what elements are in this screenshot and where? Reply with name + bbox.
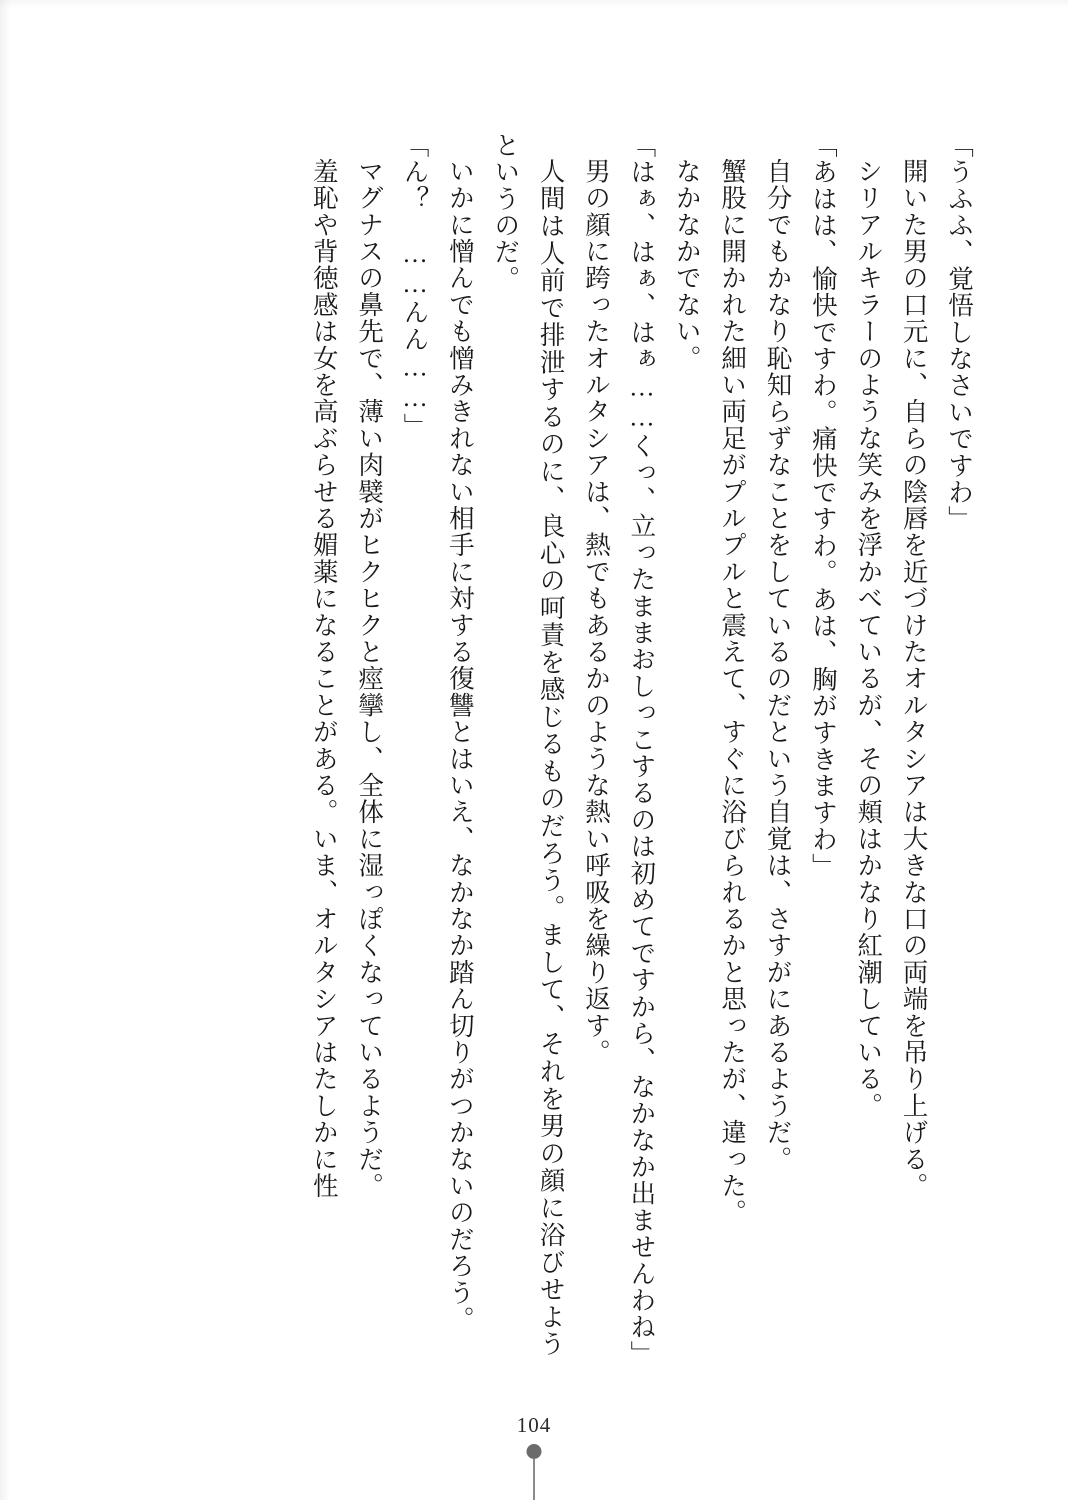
paragraph: 「はぁ、はぁ、はぁ……くっ、立ったままおしっこするのは初めてですから、なかなか出ませんわね」 [627, 132, 657, 1368]
paragraph: シリアルキラーのような笑みを浮かべているが、その頬はかなり紅潮している。 [854, 157, 884, 1119]
page-edge-shading-left [0, 0, 10, 1500]
paragraph: 人間は人前で排泄するのに、良心の呵責を感じるものだろう。まして、それを男の顔に浴びせようというのだ。 [491, 132, 566, 1357]
paragraph: 羞恥や背徳感は女を高ぶらせる媚薬になることがある。いま、オルタシアはたしかに性 [309, 157, 339, 1199]
page-edge-shading-top [0, 0, 1068, 8]
paragraph: 「うふふ、覚悟しなさいですわ」 [945, 132, 974, 533]
marker-dot-icon [527, 1444, 542, 1459]
paragraph: 「あはは、愉快ですわ。痛快ですわ。あは、胸がすきますわ」 [808, 132, 838, 880]
paragraph: 自分でもかなり恥知らずなことをしているのだという自覚は、さすがにあるようだ。 [763, 157, 793, 1173]
paragraph: 開いた男の口元に、自らの陰唇を近づけたオルタシアは大きな口の両端を吊り上げる。 [899, 157, 929, 1199]
page-bottom-marker-icon [524, 1444, 544, 1500]
paragraph: なかなかでない。 [672, 157, 702, 372]
paragraph: 「ん？ ……んん……」 [400, 132, 430, 440]
page-number: 104 [516, 1413, 552, 1437]
vertical-text-body [132, 132, 982, 1368]
paragraph: いかに憎んでも憎みきれない相手に対する復讐とはいえ、なかなか踏ん切りがつかないのだろう。 [445, 157, 475, 1333]
marker-stem-icon [533, 1459, 535, 1500]
paragraph: マグナスの鼻先で、薄い肉襞がヒクヒクと痙攣し、全体に湿っぽくなっているようだ。 [355, 157, 385, 1199]
paragraph: 蟹股に開かれた細い両足がプルプルと震えて、すぐに浴びられるかと思ったが、違った。 [718, 157, 748, 1226]
paragraph: 男の顔に跨ったオルタシアは、熱でもあるかのような熱い呼吸を繰り返す。 [582, 157, 611, 1066]
